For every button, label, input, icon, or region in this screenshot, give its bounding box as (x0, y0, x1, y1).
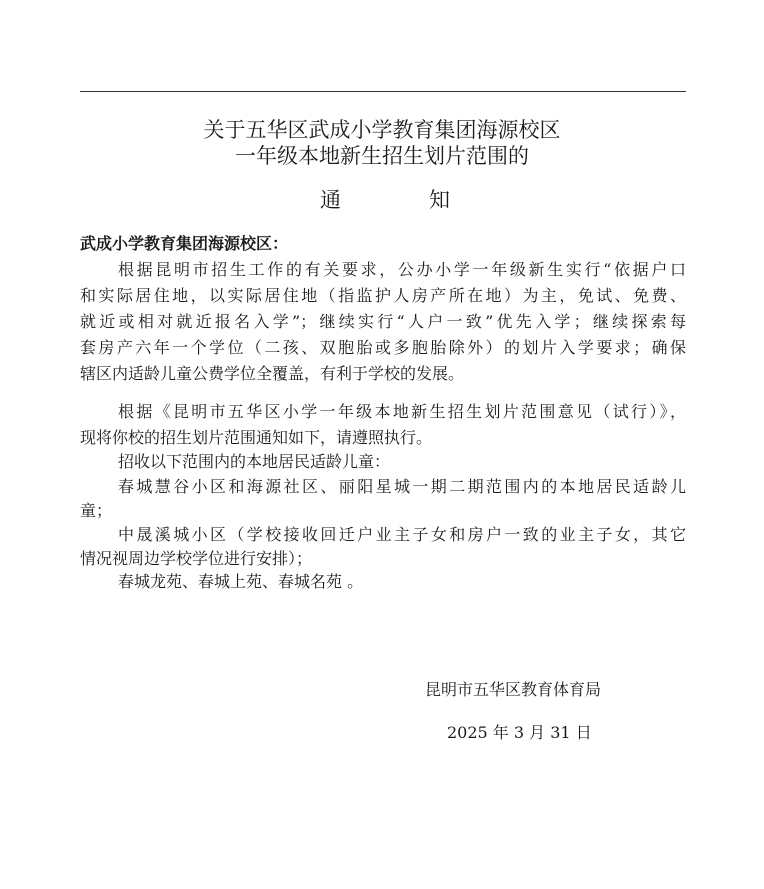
paragraph1-line: 就近或相对就近报名入学”；继续实行“人户一致”优先入学；继续探索每 (80, 312, 686, 331)
admit-intro: 招收以下范围内的本地居民适龄儿童： (118, 452, 391, 471)
document-title-line1: 关于五华区武成小学教育集团海源校区 (203, 118, 561, 142)
area1-line: 童； (80, 501, 113, 520)
area3-line: 春城龙苑、春城上苑、春城名苑 。 (118, 572, 364, 591)
paragraph2-line: 根据《昆明市五华区小学一年级本地新生招生划片范围意见（试行）》， (118, 402, 686, 421)
area2-line: 中晟溪城小区（学校接收回迁户业主子女和房户一致的业主子女，其它 (118, 525, 686, 544)
notice-char-1: 通 (320, 188, 341, 212)
issue-date: 2025 年 3 月 31 日 (447, 723, 592, 742)
paragraph1-line: 根据昆明市招生工作的有关要求，公办小学一年级新生实行“依据户口 (118, 260, 686, 279)
notice-char-2: 知 (429, 188, 450, 212)
issuer-signature: 昆明市五华区教育体育局 (425, 680, 602, 699)
notice-heading (320, 184, 450, 214)
paragraph1-line: 辖区内适龄儿童公费学位全覆盖，有利于学校的发展。 (80, 364, 465, 383)
header-divider (80, 91, 686, 92)
area1-line: 春城慧谷小区和海源社区、丽阳星城一期二期范围内的本地居民适龄儿 (118, 477, 686, 496)
paragraph1-line: 套房产六年一个学位（二孩、双胞胎或多胞胎除外）的划片入学要求；确保 (80, 338, 686, 357)
paragraph1-line: 和实际居住地，以实际居住地（指监护人房产所在地）为主，免试、免费、 (80, 286, 686, 305)
document-title-line2: 一年级本地新生招生划片范围的 (235, 144, 529, 168)
salutation: 武成小学教育集团海源校区： (80, 234, 289, 253)
paragraph2-line: 现将你校的招生划片范围通知如下，请遵照执行。 (80, 428, 433, 447)
area2-line: 情况视周边学校学位进行安排）； (80, 549, 313, 568)
